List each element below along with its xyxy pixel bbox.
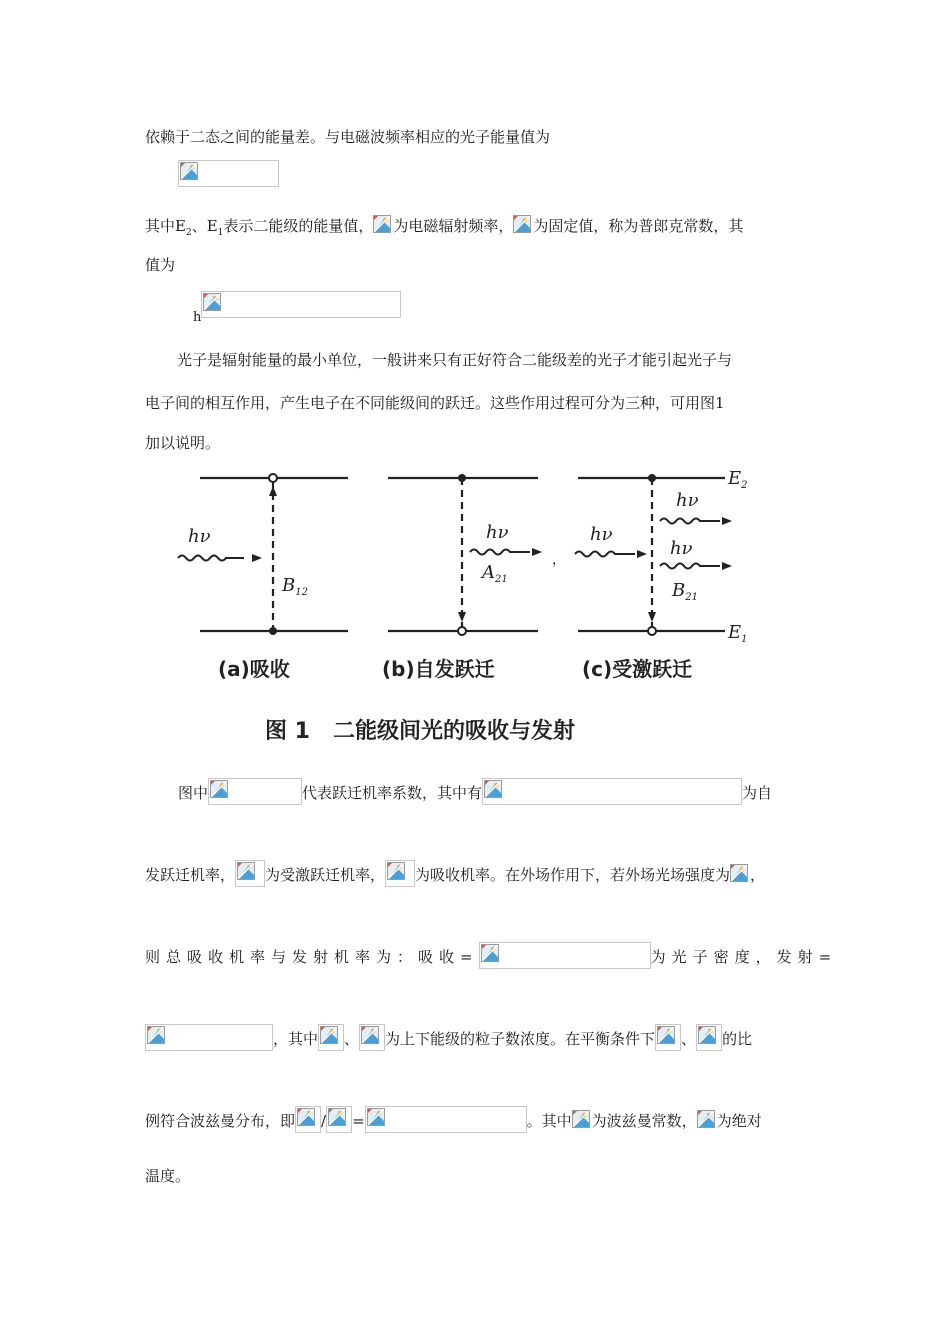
paragraph-line — [177, 350, 732, 370]
formula-image — [385, 860, 415, 887]
text: 为波兹曼常数， — [591, 1112, 697, 1130]
text: / — [321, 1112, 327, 1130]
text: 、 — [681, 1030, 697, 1048]
broken-image-icon — [373, 215, 391, 233]
text: 表示二能级的能量值， — [223, 217, 374, 235]
broken-image-icon — [730, 864, 748, 882]
figure-title: 图 1 二能级间光的吸收与发射 — [265, 719, 575, 744]
text: 为上下能级的粒子数浓度。在平衡条件下 — [385, 1030, 656, 1048]
formula-image — [178, 160, 279, 187]
h-symbol-image — [513, 215, 533, 235]
broken-image-icon — [367, 1108, 385, 1126]
nu-symbol-image — [373, 215, 393, 235]
broken-image-icon — [210, 780, 228, 798]
comma: ， — [552, 552, 566, 568]
text: 代表跃迁机率系数，其中有 — [302, 784, 483, 802]
formula-image — [201, 291, 401, 318]
broken-image-icon — [147, 1026, 165, 1044]
hv-label: hν — [590, 524, 613, 545]
level-dot — [269, 474, 277, 482]
caption-b: (b)自发跃迁 — [382, 657, 495, 681]
field-strength-image — [730, 864, 750, 884]
level-dot — [269, 627, 277, 635]
text: 、E — [191, 217, 218, 235]
text: 加以说明。 — [145, 434, 221, 452]
energy-level-figure — [170, 466, 760, 746]
text: 为固定值，称为普郎克常数，其 — [533, 217, 744, 235]
hv-label: hν — [670, 538, 693, 559]
text: = — [352, 1112, 365, 1130]
formula-image — [295, 1106, 321, 1133]
caption-c: (c)受激跃迁 — [582, 657, 693, 681]
caption-a: (a)吸收 — [218, 657, 290, 681]
text: 例符合波兹曼分布，即 — [145, 1112, 296, 1130]
broken-image-icon — [387, 862, 405, 880]
text: ，其中 — [273, 1030, 319, 1048]
text: 则总吸收机率与发射机率为：吸收= — [145, 948, 479, 966]
a21-label: $A_{21}$ — [482, 562, 508, 585]
level-dot — [648, 627, 656, 635]
text: 值为 — [145, 256, 176, 274]
broken-image-icon — [513, 215, 531, 233]
h-label: h — [193, 310, 202, 325]
paragraph-line — [145, 127, 550, 147]
formula-image — [145, 1024, 273, 1051]
text: 、 — [344, 1030, 360, 1048]
text: 为自 — [742, 784, 773, 802]
text: 电子间的相互作用，产生电子在不同能级间的跃迁。这些作用过程可分为三种，可用图1 — [145, 394, 725, 412]
formula-image — [326, 1106, 352, 1133]
formula-image — [365, 1106, 527, 1133]
text: 的比 — [722, 1030, 753, 1048]
text: 图中 — [178, 784, 209, 802]
broken-image-icon — [361, 1026, 379, 1044]
t-symbol-image — [697, 1110, 717, 1130]
hv-label: hν — [676, 490, 699, 511]
broken-image-icon — [697, 1110, 715, 1128]
broken-image-icon — [328, 1108, 346, 1126]
formula-line — [193, 291, 401, 328]
hv-label: hν — [188, 526, 211, 547]
paragraph-line — [145, 255, 175, 275]
broken-image-icon — [320, 1026, 338, 1044]
text: ， — [750, 866, 766, 884]
text: 为光子密度，发射= — [650, 948, 838, 966]
paragraph-line — [145, 1166, 190, 1186]
paragraph-line — [145, 393, 725, 413]
broken-image-icon — [572, 1110, 590, 1128]
subscript: 1 — [217, 228, 224, 238]
b12-label: $B_{12}$ — [282, 575, 308, 598]
formula-image — [208, 778, 302, 805]
text: 温度。 — [145, 1167, 191, 1185]
formula-image — [655, 1024, 681, 1051]
k-symbol-image — [572, 1110, 592, 1130]
formula-image — [479, 942, 651, 969]
paragraph-line — [145, 1024, 752, 1051]
formula-image — [482, 778, 742, 805]
text: 其中E — [145, 217, 186, 235]
paragraph-line — [145, 860, 765, 887]
broken-image-icon — [698, 1026, 716, 1044]
hv-label: hν — [486, 522, 509, 543]
formula-image — [318, 1024, 344, 1051]
level-dot — [458, 627, 466, 635]
text: 为绝对 — [716, 1112, 762, 1130]
text: 依赖于二态之间的能量差。与电磁波频率相应的光子能量值为 — [145, 128, 551, 146]
level-dot — [458, 474, 466, 482]
broken-image-icon — [180, 162, 198, 180]
text: 为吸收机率。在外场作用下，若外场光场强度为 — [415, 866, 731, 884]
formula-image — [235, 860, 265, 887]
text: 。其中 — [526, 1112, 572, 1130]
text: 光子是辐射能量的最小单位，一般讲来只有正好符合二能级差的光子才能引起光子与 — [177, 351, 733, 369]
broken-image-icon — [237, 862, 255, 880]
paragraph-line — [178, 778, 772, 805]
broken-image-icon — [203, 293, 221, 311]
paragraph-line — [145, 215, 743, 243]
paragraph-line — [145, 433, 220, 453]
broken-image-icon — [481, 944, 499, 962]
text: 发跃迁机率， — [145, 866, 236, 884]
broken-image-icon — [484, 780, 502, 798]
e2-label: $E_2$ — [728, 468, 748, 491]
formula-image — [359, 1024, 385, 1051]
formula-line — [178, 160, 279, 187]
formula-image — [696, 1024, 722, 1051]
broken-image-icon — [297, 1108, 315, 1126]
broken-image-icon — [657, 1026, 675, 1044]
text: 为受激跃迁机率， — [265, 866, 386, 884]
b21-label: $B_{21}$ — [672, 580, 698, 603]
level-dot — [648, 474, 656, 482]
subscript: 2 — [185, 228, 192, 238]
paragraph-line — [145, 942, 837, 969]
paragraph-line — [145, 1106, 762, 1133]
e1-label: $E_1$ — [728, 622, 748, 645]
text: 为电磁辐射频率， — [393, 217, 514, 235]
